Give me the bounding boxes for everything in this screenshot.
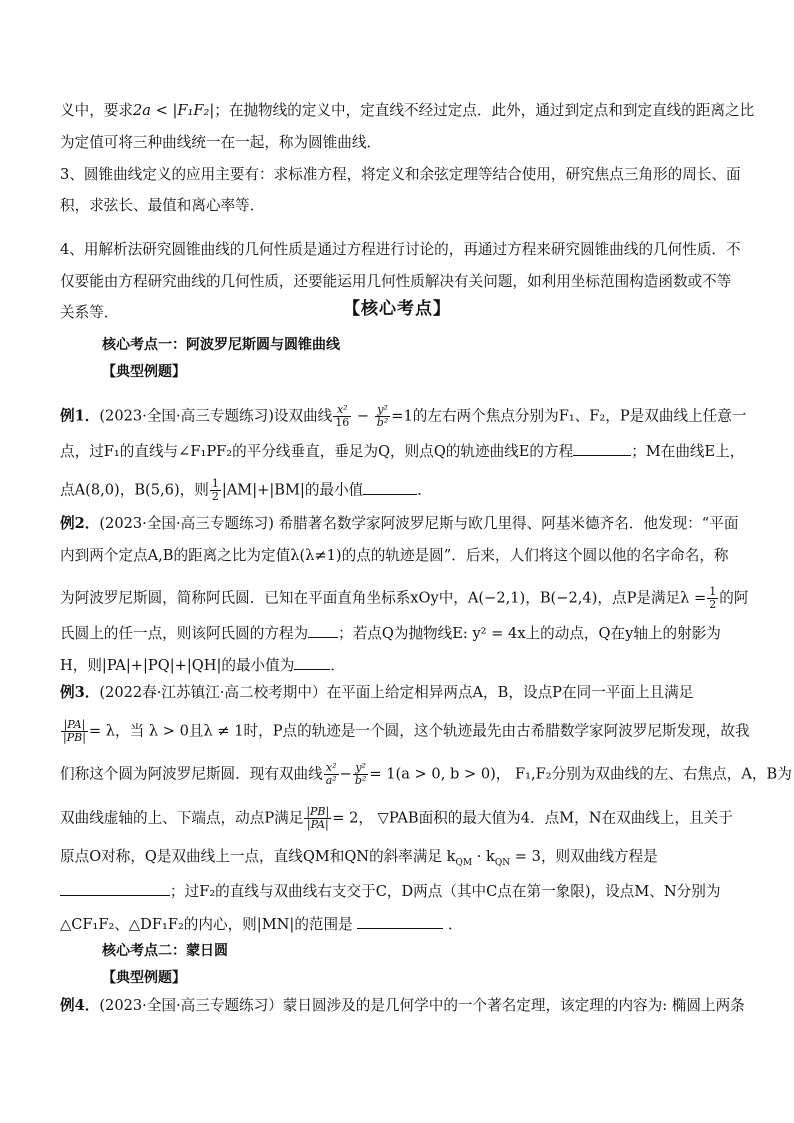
text-span: ；M在曲线E上， xyxy=(631,443,745,460)
text-span: 氏圆上的任一点，则该阿氏圆的方程为 xyxy=(60,625,309,642)
numerator: 1 xyxy=(211,477,219,490)
denominator: |PA| xyxy=(306,818,329,831)
numerator: x² xyxy=(324,762,339,775)
text-span: (2022春·江苏镇江·高二校考期中）在平面上给定相异两点A，B，设点P在同一平面上且满足 xyxy=(99,684,694,701)
text-span: 双曲线虚轴的上、下端点，动点P满足 xyxy=(60,809,304,827)
fraction xyxy=(324,762,339,787)
text-span: 为阿波罗尼斯圆，简称阿氏圆．已知在平面直角坐标系xOy中，A(−2,1)，B(−2,4)，点P是满足λ = xyxy=(60,589,707,607)
text-span: = 1(a > 0, b > 0)， F₁,F₂分别为双曲线的左、右焦点，A，B为 xyxy=(369,765,792,783)
fraction xyxy=(210,478,221,503)
example-2-line: 内到两个定点A,B的距离之比为定值λ(λ≠1)的点的轨迹是圆”．后来，人们将这个圆以他的名字命名，称 xyxy=(60,547,729,564)
text-span: |AM|+|BM|的最小值 xyxy=(221,481,364,499)
text-span: (2023·全国·高三专题练习) 希腊著名数学家阿波罗尼斯与欧几里得、阿基米德齐名．他发现：“平面 xyxy=(99,515,739,532)
text-span: ；过F₂的直线与双曲线右支交于C，D两点（其中C点在第一象限)，设点M、N分别为 xyxy=(170,883,721,900)
text-span: (2023·全国·高三专题练习）蒙日圆涉及的是几何学中的一个著名定理，该定理的内容为: 椭圆上两条 xyxy=(99,997,745,1014)
text-line xyxy=(60,101,755,121)
text-span: 原点O对称，Q是双曲线上一点，直线QM和QN的斜率满足 k xyxy=(60,848,456,865)
text-span: ；若点Q为抛物线E: y² = 4x上的动点，Q在y轴上的射影为 xyxy=(338,625,721,642)
fraction xyxy=(333,404,351,429)
example-3-line xyxy=(60,881,736,902)
core-point-heading: 核心考点二：蒙日圆 xyxy=(102,943,228,959)
denominator: b² xyxy=(376,416,389,429)
example-3-line: 们称这个圆为阿波罗尼斯圆．现有双曲线 $\frac{\text{x²}}{\text{a²}}$ − $\frac{\text{y²}}{\text{b²}}$ = 1(a > 0, b > 0)， F₁,F₂分别为双曲线的左、右焦点，A，B为 xyxy=(60,761,792,787)
fraction xyxy=(304,806,331,831)
answer-blank[interactable] xyxy=(357,914,443,929)
example-2-line xyxy=(60,514,739,534)
text-span: = 3，则双曲线方程是 xyxy=(510,848,658,865)
fraction xyxy=(375,404,390,429)
text-span: ． xyxy=(417,481,432,499)
numerator: y² xyxy=(375,404,390,417)
numerator: 1 xyxy=(709,585,717,598)
text-span: =1的左右两个焦点分别为F₁、F₂，P是双曲线上任意一 xyxy=(391,407,747,425)
numerator: |PB| xyxy=(306,805,330,818)
denominator: b² xyxy=(354,774,367,787)
text-line: 仅要能由方程研究曲线的几何性质，还要能运用几何性质解决有关问题，如利用坐标范围构造函数或不等 xyxy=(60,273,732,290)
example-3-line xyxy=(60,718,750,744)
denominator: 16 xyxy=(335,416,350,429)
section-title: 【核心考点】 xyxy=(343,299,451,319)
text-span: △CF₁F₂、△DF₁F₂的内心，则|MN|的范围是 xyxy=(60,916,353,933)
text-span: H，则|PA|+|PQ|+|QH|的最小值为 xyxy=(60,657,295,674)
text-span: 的阿 xyxy=(719,589,749,607)
math-expression: 2a < |F₁F₂| xyxy=(132,102,215,119)
text-span: (2023·全国·高三专题练习)设双曲线 xyxy=(99,407,333,425)
answer-blank[interactable] xyxy=(363,480,417,495)
example-2-line xyxy=(60,655,736,676)
answer-blank[interactable] xyxy=(573,441,631,456)
text-line: 为定值可将三种曲线统一在一起，称为圆锥曲线． xyxy=(60,134,382,151)
example-3-line xyxy=(60,806,736,831)
numerator: x² xyxy=(333,404,351,417)
text-span: 们称这个圆为阿波罗尼斯圆．现有双曲线 xyxy=(60,765,323,783)
example-label: 例2． xyxy=(60,515,100,532)
subscript: QN xyxy=(494,857,511,868)
answer-blank[interactable] xyxy=(294,655,330,670)
text-span: 点，过F₁的直线与∠F₁PF₂的平分线垂直，垂足为Q，则点Q的轨迹曲线E的方程 xyxy=(60,443,574,460)
example-4-line xyxy=(60,996,745,1016)
text-span: 点A(8,0)，B(5,6)，则 xyxy=(60,481,209,499)
text-line: 4、用解析法研究圆锥曲线的几何性质是通过方程进行讨论的，再通过方程来研究圆锥曲线的几何性质．不 xyxy=(60,241,741,258)
denominator: a² xyxy=(325,774,337,787)
denominator: 2 xyxy=(709,598,717,611)
answer-blank[interactable] xyxy=(308,623,338,638)
operator: − xyxy=(352,407,374,425)
numerator: y² xyxy=(353,762,368,775)
text-span: ；在抛物线的定义中，定直线不经过定点．此外，通过到定点和到定直线的距离之比 xyxy=(214,102,755,119)
text-line: 关系等． xyxy=(60,304,119,321)
example-label: 例4． xyxy=(60,997,100,1014)
typical-example-heading: 【典型例题】 xyxy=(102,364,186,380)
fraction xyxy=(61,719,88,744)
text-span: = λ，当 λ > 0且λ ≠ 1时，P点的轨迹是一个圆，这个轨迹最先由古希腊数学家阿波罗尼斯发现，故我 xyxy=(88,722,750,740)
example-2-line xyxy=(60,623,736,644)
example-2-line xyxy=(60,585,749,611)
example-1-line xyxy=(60,441,745,462)
text-span: = 2， ▽PAB面积的最大值为4．点M，N在双曲线上，且关于 xyxy=(332,809,733,827)
example-1-line xyxy=(60,403,747,429)
text-line: 积，求弦长、最值和离心率等． xyxy=(60,197,265,214)
denominator: 2 xyxy=(211,490,219,503)
example-label: 例1． xyxy=(60,407,100,425)
numerator: |PA| xyxy=(61,719,88,732)
denominator: |PB| xyxy=(63,731,86,744)
example-1-line xyxy=(60,478,736,503)
text-line: 3、圆锥曲线定义的应用主要有：求标准方程，将定义和余弦定理等结合使用，研究焦点三角形的周长、面 xyxy=(60,166,741,183)
text-span: 义中，要求 xyxy=(60,102,133,119)
fraction xyxy=(707,586,718,611)
example-3-line xyxy=(60,847,736,873)
text-span: · k xyxy=(472,848,495,865)
text-span: ． xyxy=(447,916,463,933)
example-3-line xyxy=(60,914,736,935)
answer-blank[interactable] xyxy=(60,881,170,896)
example-label: 例3． xyxy=(60,684,100,701)
text-span: ． xyxy=(330,657,345,674)
core-point-heading: 核心考点一：阿波罗尼斯圆与圆锥曲线 xyxy=(102,337,340,353)
typical-example-heading: 【典型例题】 xyxy=(102,970,186,986)
subscript: QM xyxy=(455,857,473,868)
fraction xyxy=(353,762,368,787)
example-3-line xyxy=(60,683,736,703)
